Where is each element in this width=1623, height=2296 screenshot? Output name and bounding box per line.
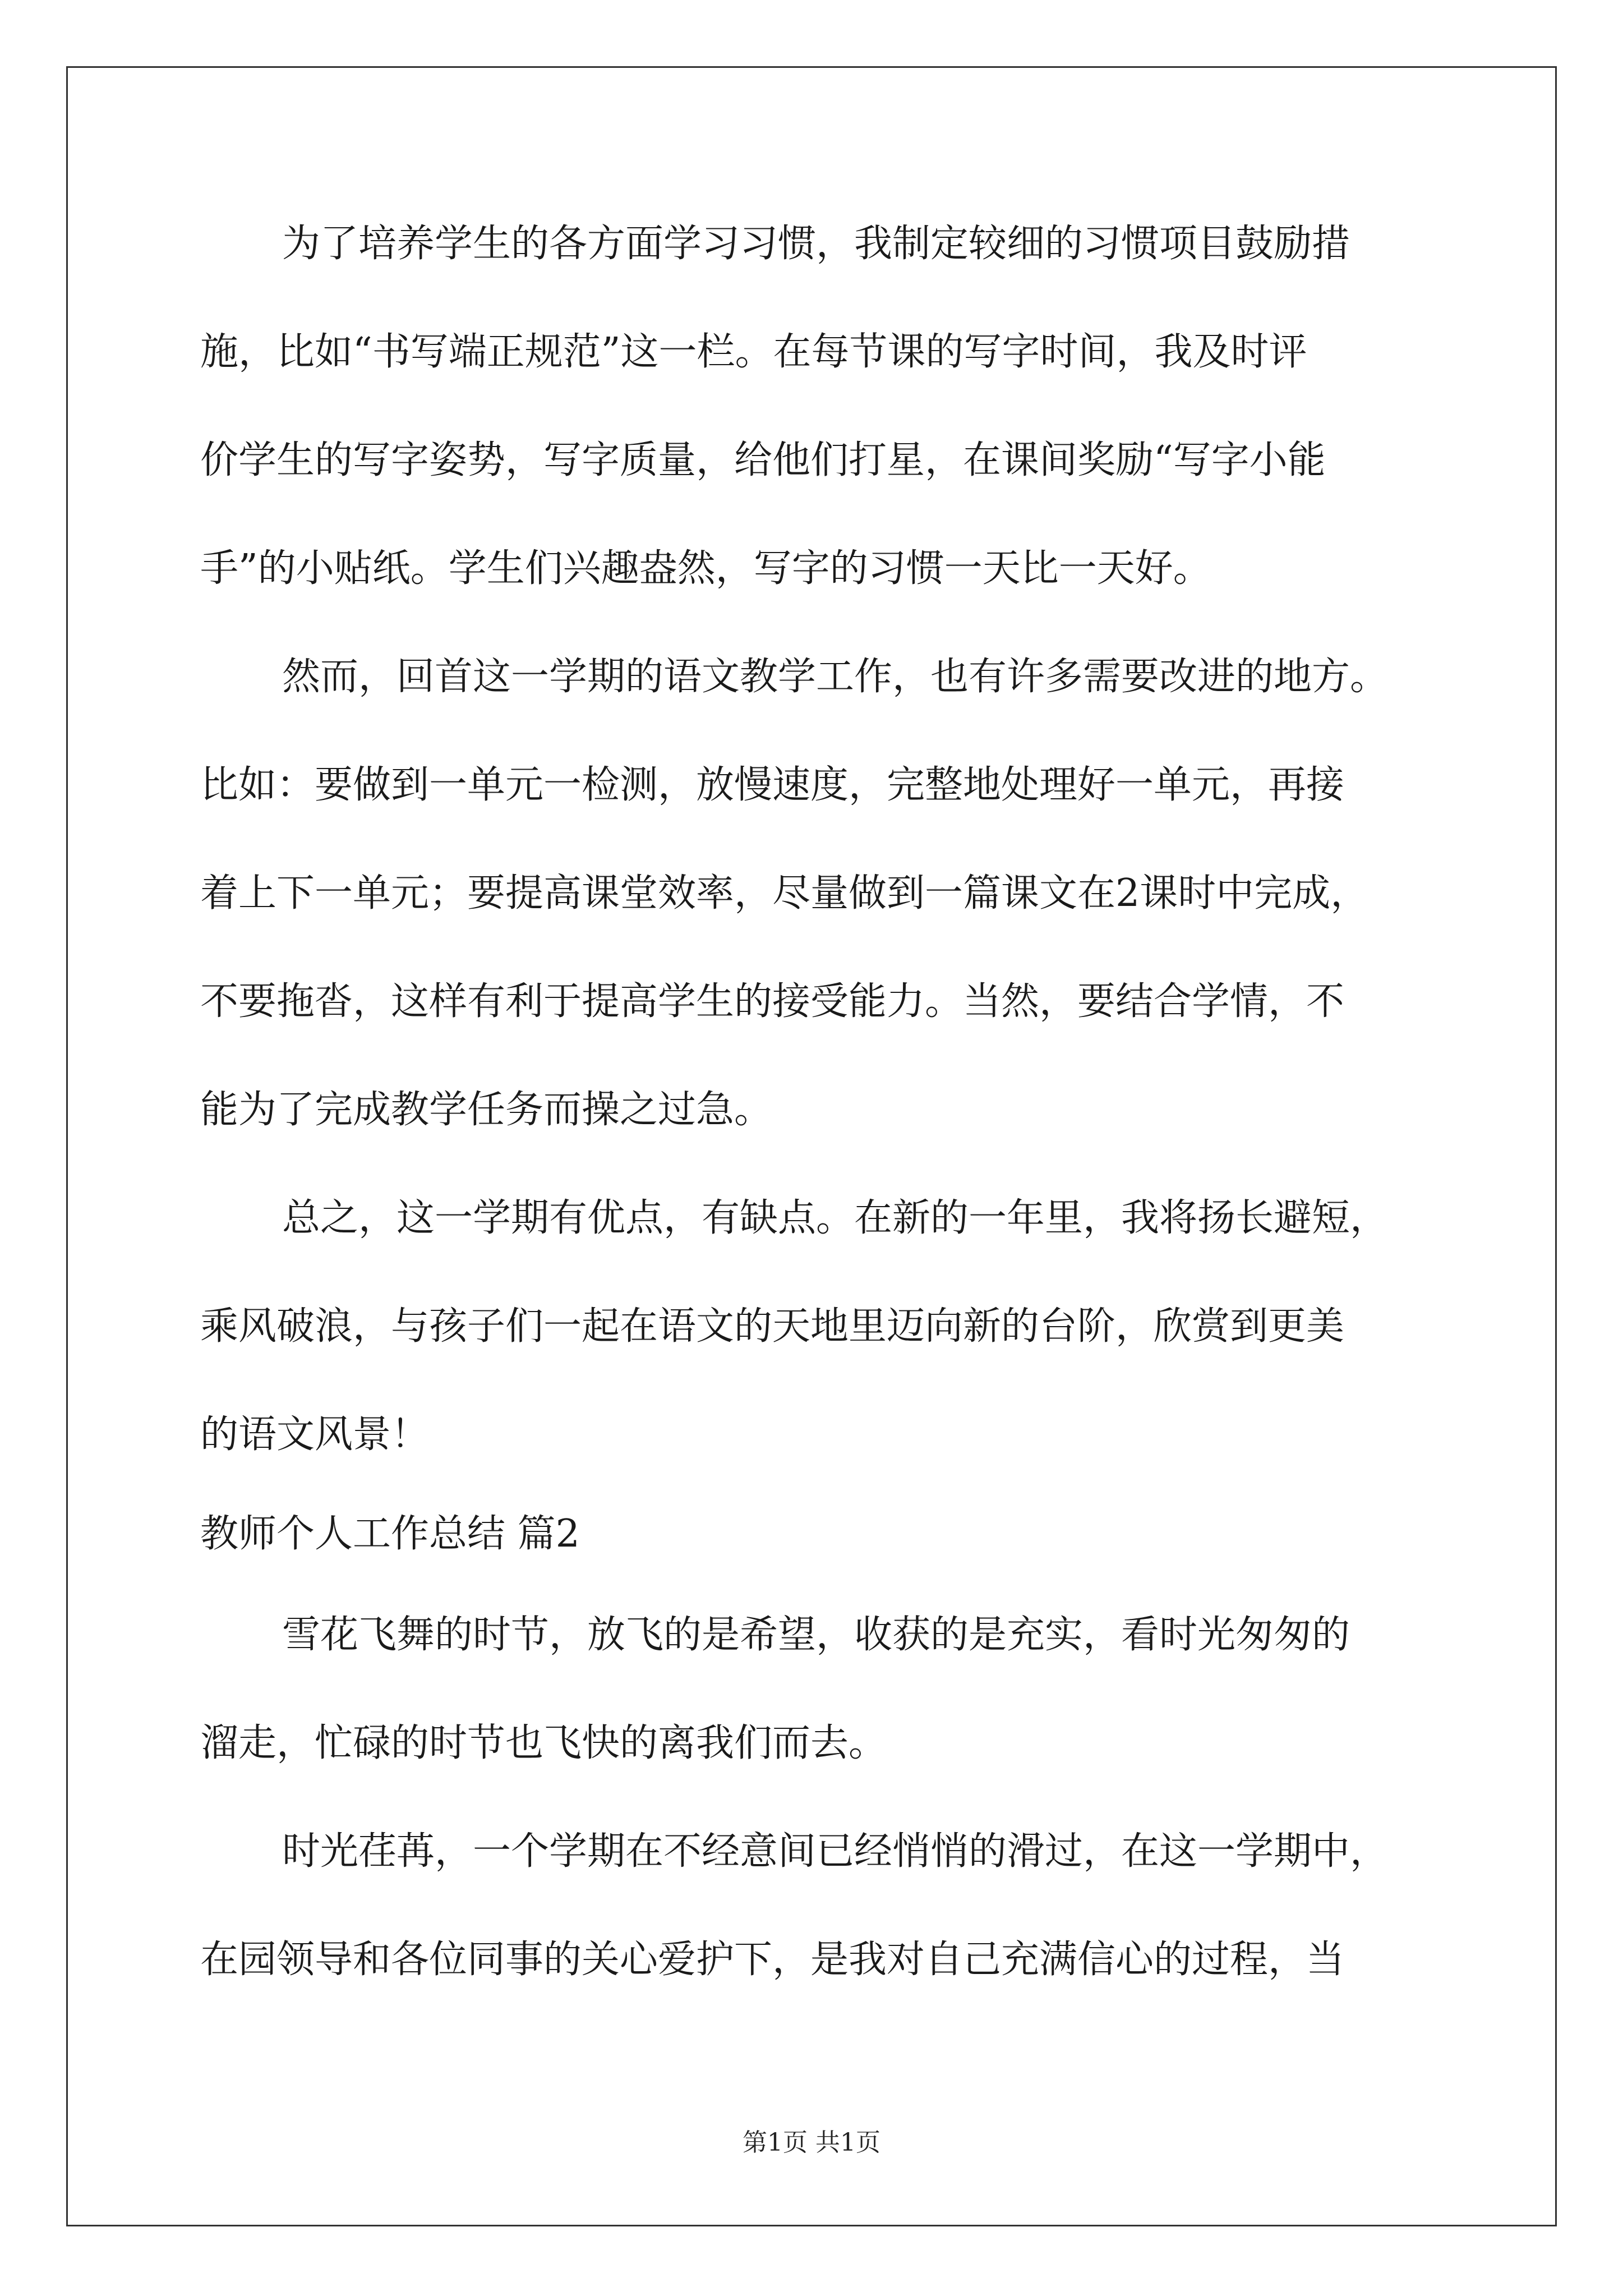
page-frame <box>66 66 1557 2226</box>
paragraph-1-line-1: 为了培养学生的各方面学习习惯，我制定较细的习惯项目鼓励措 <box>282 222 1350 266</box>
paragraph-3-line-2: 乘风破浪，与孩子们一起在语文的天地里迈向新的台阶，欣赏到更美 <box>200 1304 1345 1349</box>
paragraph-3-line-1: 总之，这一学期有优点，有缺点。在新的一年里，我将扬长避短， <box>282 1196 1389 1240</box>
section-heading: 教师个人工作总结 篇2 <box>200 1512 580 1556</box>
paragraph-1-line-4: 手”的小贴纸。学生们兴趣盎然，写字的习惯一天比一天好。 <box>200 546 1211 591</box>
paragraph-1-line-2: 施，比如“书写端正规范”这一栏。在每节课的写字时间，我及时评 <box>200 330 1307 374</box>
paragraph-1-line-3: 价学生的写字姿势，写字质量，给他们打星，在课间奖励“写字小能 <box>200 438 1326 482</box>
page-number-footer: 第1页 共1页 <box>743 2128 880 2157</box>
paragraph-2-line-2: 比如：要做到一单元一检测，放慢速度，完整地处理好一单元，再接 <box>200 763 1345 807</box>
paragraph-2-line-4: 不要拖沓，这样有利于提高学生的接受能力。当然，要结合学情，不 <box>200 979 1345 1024</box>
paragraph-2-line-5: 能为了完成教学任务而操之过急。 <box>200 1088 773 1132</box>
paragraph-3-line-3: 的语文风景！ <box>200 1412 430 1457</box>
paragraph-5-line-1: 时光荏苒，一个学期在不经意间已经悄悄的滑过，在这一学期中， <box>282 1829 1389 1874</box>
paragraph-2-line-1: 然而，回首这一学期的语文教学工作，也有许多需要改进的地方。 <box>282 655 1389 699</box>
paragraph-5-line-2: 在园领导和各位同事的关心爱护下，是我对自己充满信心的过程，当 <box>200 1938 1345 1982</box>
paragraph-2-line-3: 着上下一单元；要提高课堂效率，尽量做到一篇课文在2课时中完成， <box>200 871 1369 915</box>
paragraph-4-line-2: 溜走，忙碌的时节也飞快的离我们而去。 <box>200 1721 887 1765</box>
paragraph-4-line-1: 雪花飞舞的时节，放飞的是希望，收获的是充实，看时光匆匆的 <box>282 1613 1350 1657</box>
